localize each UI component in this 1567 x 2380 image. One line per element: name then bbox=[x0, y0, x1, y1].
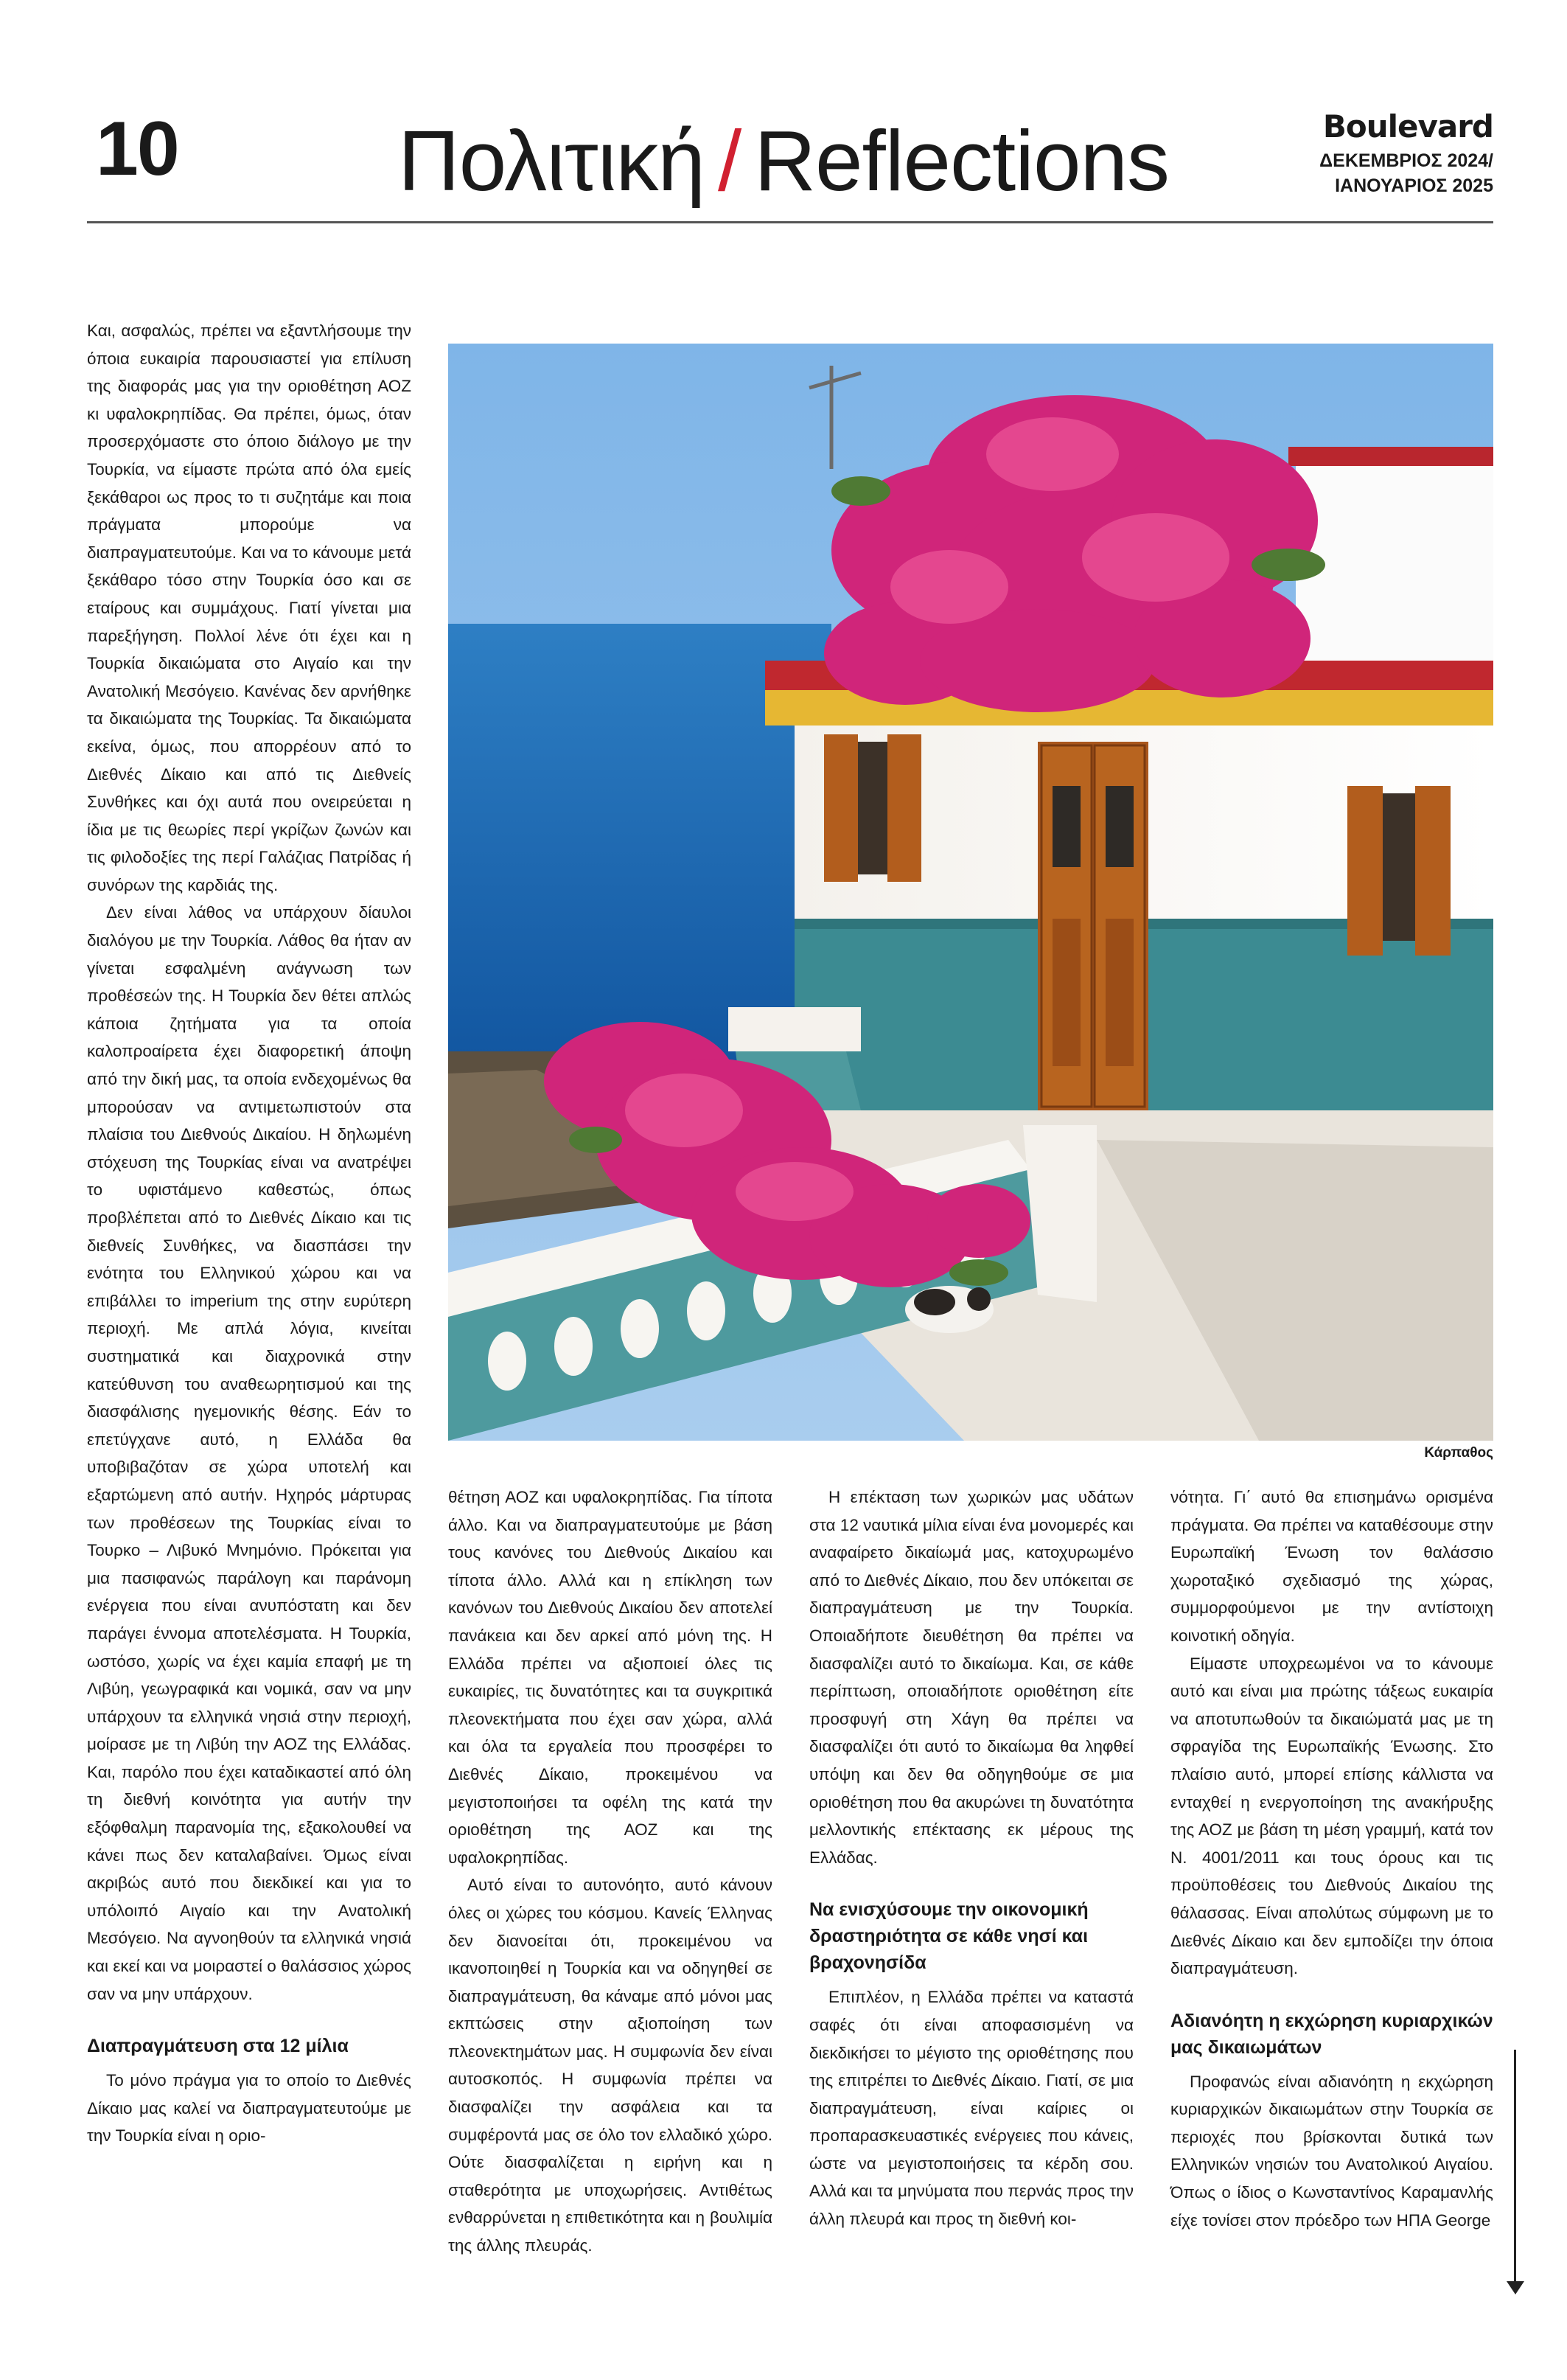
section-title-separator: / bbox=[717, 113, 741, 209]
subheading: Διαπραγμάτευση στα 12 μίλια bbox=[87, 2036, 349, 2057]
article-column-2 bbox=[448, 1483, 772, 2260]
photo-caption: Κάρπαθος bbox=[1424, 1445, 1493, 1461]
subheading: Να ενισχύσουμε την οικονομική δραστηριότητα σε κάθε νησί και βραχονησίδα bbox=[809, 1899, 1089, 1974]
paragraph: Και, ασφαλώς, πρέπει να εξαντλήσουμε την όποια ευκαιρία παρουσιαστεί για επίλυση της διαφοράς μας για την οριοθέτηση ΑΟΖ κι υφαλοκρηπίδας. Θα πρέπει, όμως, όταν προσερχόμαστε στο όποιο διάλογο με την Τουρκία, να είμαστε πρώτα από όλα εμείς ξεκάθαροι ως προς το τι συζητάμε και ποια πράγματα μπορούμε να διαπραγματευτούμε. Και να το κάνουμε μετά ξεκάθαρο τόσο στην Τουρκία όσο και σε εταίρους και συμμάχους. Γιατί γίνεται μια παρεξήγηση. Πολλοί λένε ότι έχει και η Τουρκία δικαιώματα στο Αιγαίο και την Ανατολική Μεσόγειο. Κανένας δεν αρνήθηκε τα δικαιώματα της Τουρκίας. Τα δικαιώματα εκείνα, όμως, που απορρέουν από το Διεθνές Δίκαιο και από τις Διεθνείς Συνθήκες και όχι αυτά που ονειρεύεται η ίδια με τις θεωρίες περί γκρίζων ζωνών και τις φιλοδοξίες της περί Γαλάζιας Πατρίδας ή συνόρων της καρδιάς της. bbox=[87, 321, 411, 894]
paragraph: Το μόνο πράγμα για το οποίο το Διεθνές Δίκαιο μας καλεί να διαπραγματευτούμε με την Τουρκία είναι η οριο- bbox=[87, 2071, 411, 2146]
issue-date bbox=[1228, 149, 1493, 199]
paragraph: νότητα. Γι΄ αυτό θα επισημάνω ορισμένα πράγματα. Θα πρέπει να καταθέσουμε στην Ευρωπαϊκή Ένωση τον θαλάσσιο χωροταξικό σχεδιασμό της χώρας, συμμορφούμενοι με την αντίστοιχη κοινοτική οδηγία. bbox=[1170, 1488, 1493, 1645]
header-rule bbox=[87, 221, 1493, 223]
karpathos-house-photo bbox=[448, 344, 1493, 1441]
section-title bbox=[398, 113, 1170, 209]
paragraph: Προφανώς είναι αδιανόητη η εκχώρηση κυριαρχικών δικαιωμάτων στην Τουρκία σε περιοχές που βρίσκονται δυτικά των Ελληνικών νησιών του Ανατολικού Αιγαίου. Όπως ο ίδιος ο Κωνσταντίνος Καραμανλής είχε τονίσει στον πρόεδρο των ΗΠΑ George bbox=[1170, 2072, 1493, 2230]
paragraph: Επιπλέον, η Ελλάδα πρέπει να καταστά σαφές ότι είναι αποφασισμένη να διεκδικήσει το μέγιστο της οριοθέτησης που της επιτρέπει το Διεθνές Δίκαιο. Γιατί, σε μια διαπραγμάτευση, είναι καίριες οι προπαρασκευαστικές ενέργειες που κάνεις, ώστε να μεγιστοποιήσεις τα κέρδη σου. Αλλά και τα μηνύματα που περνάς προς την άλλη πλευρά και προς τη διεθνή κοι- bbox=[809, 1988, 1134, 2229]
paragraph: Αυτό είναι το αυτονόητο, αυτό κάνουν όλες οι χώρες του κόσμου. Κανείς Έλληνας δεν διανοείται ότι, προκειμένου να ικανοποιηθεί η Τουρκία και να οδηγηθεί σε διαπραγμάτευση, θα κάναμε από μόνοι μας εκπτώσεις στην αξιοποίηση των πλεονεκτημάτων μας. Η συμφωνία δεν είναι αυτοσκοπός. Η συμφωνία πρέπει να διασφαλίζει την ασφάλεια και τα συμφέροντά μας σε όλο τον ελλαδικό χώρο. Ούτε διασφαλίζεται η ειρήνη και η σταθερότητα με υποχωρήσεις. Αντιθέτως ενθαρρύνεται η επιθετικότητα και η βουλιμία της άλλης πλευράς. bbox=[448, 1876, 772, 2255]
article-column-4 bbox=[1170, 1483, 1493, 2234]
paragraph: Δεν είναι λάθος να υπάρχουν δίαυλοι διαλόγου με την Τουρκία. Λάθος θα ήταν αν γίνεται εσφαλμένη ανάγνωση των προθέσεών της. Η Τουρκία δεν θέτει απλώς κάποια ζητήματα για τα οποία καλοπροαίρετα έχει διαφορετική άποψη από την δική μας, τα οποία ενδεχομένως θα μπορούσαν να αντιμετωπιστούν στα πλαίσια του Διεθνούς Δικαίου. Η δηλωμένη στόχευση της Τουρκίας είναι να ανατρέψει το υφιστάμενο καθεστώς, όπως προβλέπεται από το Διεθνές Δίκαιο και τις διεθνείς Συνθήκες, να διασπάσει την ενότητα του Ελληνικού χώρου και να επιβάλλει το imperium της στην ευρύτερη περιοχή. Με απλά λόγια, κινείται συστηματικά και διαχρονικά στην κατεύθυνση του αναθεωρητισμού και της διασφάλισης ηγεμονικής θέσης. Εάν το επετύγχανε αυτό, η Ελλάδα θα υποβιβαζόταν σε χώρα υποτελή και εξαρτώμενη από αυτήν. Ηχηρός μάρτυρας των προθέσεων της Τουρκίας είναι το Τουρκο – Λιβυκό Μνημόνιο. Πρόκειται για μια πασιφανώς παράλογη και παράνομη ενέργεια που είναι ανυπόστατη και δεν παράγει έννομα αποτελέσματα. Η Τουρκία, ωστόσο, χωρίς να έχει καμία επαφή με τη Λιβύη, γεωγραφικά και νομικά, σαν να μην υπάρχουν τα ελληνικά νησιά στην περιοχή, μοίρασε με τη Λιβύη την ΑΟΖ της Ελλάδας. Και, παρόλο που έχει καταδικαστεί από όλη τη διεθνή κοινότητα για αυτήν την εξόφθαλμη παρανομία της, εξακολουθεί να κάνει πως δεν καταλαβαίνει. Όμως είναι ακριβώς αυτό που διεκδικεί και για το υπόλοιπό Αιγαίο και την Ανατολική Μεσόγειο. Να αγνοηθούν τα ελληνικά νησιά και εκεί και να μοιραστεί ο θαλάσσιος χώρος σαν να μην υπάρχουν. bbox=[87, 903, 411, 2003]
continue-arrow-line bbox=[1514, 2050, 1516, 2286]
paragraph: Είμαστε υποχρεωμένοι να το κάνουμε αυτό και είναι μια πρώτης τάξεως ευκαιρία να αποτυπωθούν τα δικαιώματά μας με τη σφραγίδα της Ευρωπαϊκής Ένωσης. Στο πλαίσιο αυτό, μπορεί επίσης κάλλιστα να ενταχθεί η ενεργοποίηση της ανακήρυξης της ΑΟΖ με βάση τη μέση γραμμή, κατά τον Ν. 4001/2011 και τους όρους και τις προϋποθέσεις του Διεθνούς Δικαίου της θάλασσας. Είναι απολύτως σύμφωνη με το Διεθνές Δίκαιο και δεν εμποδίζει την όποια διαπραγμάτευση. bbox=[1170, 1654, 1493, 1978]
issue-date-line2: ΙΑΝΟΥΑΡΙΟΣ 2025 bbox=[1335, 175, 1493, 196]
page-number: 10 bbox=[96, 106, 178, 192]
section-title-english: Reflections bbox=[754, 113, 1170, 209]
continue-arrow-icon bbox=[1507, 2281, 1524, 2294]
paragraph: Η επέκταση των χωρικών μας υδάτων στα 12 ναυτικά μίλια είναι ένα μονομερές και αναφαίρετο δικαίωμά μας, κατοχυρωμένο από το Διεθνές Δίκαιο, που δεν υπόκειται σε διαπραγμάτευση με την Τουρκία. Οποιαδήποτε διευθέτηση θα πρέπει να διασφαλίζει αυτό το δικαίωμα. Και, σε κάθε περίπτωση, οποιαδήποτε οριοθέτηση είτε προσφυγή στη Χάγη θα πρέπει να διασφαλίζει ότι αυτό το δικαίωμα θα ληφθεί υπόψη και δεν θα οδηγηθούμε σε μια οριοθέτηση που θα ακυρώνει τη δυνατότητα μελλοντικής επέκτασης εκ μέρους της Ελλάδας. bbox=[809, 1488, 1134, 1867]
article-column-3 bbox=[809, 1483, 1134, 2233]
photo-illustration bbox=[448, 344, 1493, 1441]
section-title-greek: Πολιτική bbox=[398, 113, 705, 209]
subheading: Αδιανόητη η εκχώρηση κυριαρχικών μας δικαιωμάτων bbox=[1170, 2010, 1493, 2058]
issue-date-line1: ΔΕΚΕΜΒΡΙΟΣ 2024/ bbox=[1319, 150, 1493, 171]
article-column-1 bbox=[87, 317, 411, 2150]
brand-logo: Boulevard bbox=[1322, 108, 1493, 145]
paragraph: θέτηση ΑΟΖ και υφαλοκρηπίδας. Για τίποτα άλλο. Και να διαπραγματευτούμε με βάση τους κανόνες του Διεθνούς Δικαίου και τίποτα άλλο. Αλλά και η επίκληση των κανόνων του Διεθνούς Δικαίου δεν αποτελεί πανάκεια και δεν αρκεί από μόνη της. Η Ελλάδα πρέπει να αξιοποιεί όλες τις ευκαιρίες, τις δυνατότητες και τα συγκριτικά πλεονεκτήματα που έχει σαν χώρα, αλλά και όλα τα εργαλεία που προσφέρει το Διεθνές Δίκαιο, προκειμένου να μεγιστοποιήσει τα οφέλη της κατά την οριοθέτηση της ΑΟΖ και της υφαλοκρηπίδας. bbox=[448, 1488, 772, 1867]
